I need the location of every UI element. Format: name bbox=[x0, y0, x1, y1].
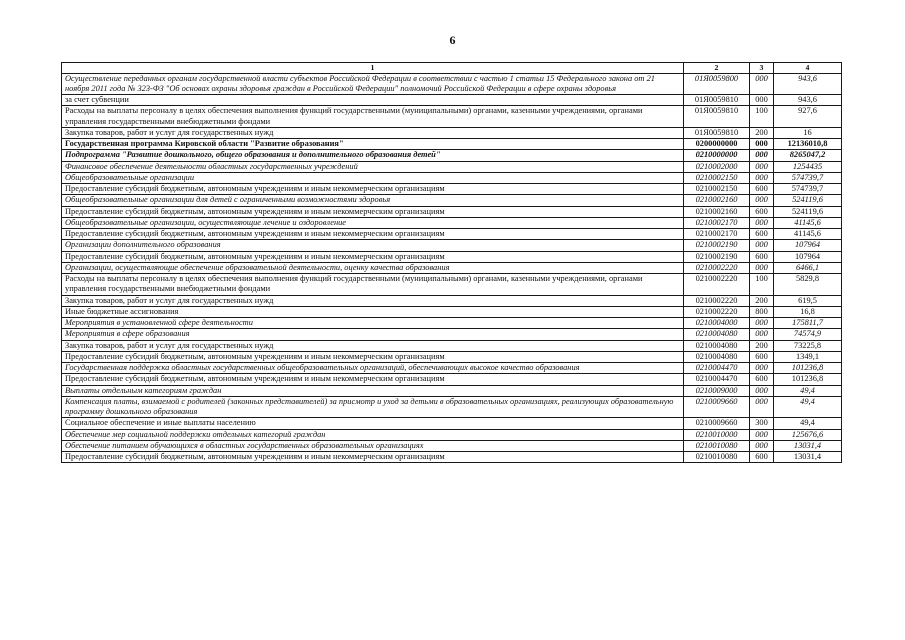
row-type: 600 bbox=[750, 374, 774, 385]
row-type: 000 bbox=[750, 363, 774, 374]
table-row bbox=[62, 172, 842, 183]
row-name: Общеобразовательные организации для детей с ограниченными возможностями здоровья bbox=[62, 195, 684, 206]
row-code: 01Я0059810 bbox=[684, 106, 750, 128]
row-type: 000 bbox=[750, 318, 774, 329]
row-name: Компенсация платы, взимаемой с родителей (законных представителей) за присмотр и уход за детьми в образовательных организациях, реализующих образовательную программу дошкольного образования bbox=[62, 396, 684, 418]
table-row bbox=[62, 385, 842, 396]
row-amount: 16,8 bbox=[774, 306, 842, 317]
table-row bbox=[62, 374, 842, 385]
table-row bbox=[62, 184, 842, 195]
table-row bbox=[62, 295, 842, 306]
row-name: Обеспечение мер социальной поддержки отдельных категорий граждан bbox=[62, 429, 684, 440]
row-amount: 49,4 bbox=[774, 418, 842, 429]
row-code: 0210000000 bbox=[684, 150, 750, 161]
row-name: Осуществление переданных органам государственной власти субъектов Российской Федерации в соответствии с частью 1 статьи 15 Федерального закона от 21 ноября 2011 года № 323-ФЗ "Об основах охраны здоровья граждан в Российской Федерации" полномочий Российской Федерации в сфере охраны здоровья bbox=[62, 73, 684, 95]
row-name: Расходы на выплаты персоналу в целях обеспечения выполнения функций государственными (муниципальными) органами, казенными учреждениями, органами управления государственными внебюджетными фондами bbox=[62, 274, 684, 296]
row-code: 0210002170 bbox=[684, 217, 750, 228]
row-code: 0210004470 bbox=[684, 363, 750, 374]
row-code: 0210004470 bbox=[684, 374, 750, 385]
column-header-name: 1 bbox=[62, 63, 684, 74]
table-row bbox=[62, 440, 842, 451]
table-row bbox=[62, 262, 842, 273]
row-type: 000 bbox=[750, 440, 774, 451]
table-row bbox=[62, 73, 842, 95]
row-amount: 73225,8 bbox=[774, 340, 842, 351]
row-type: 000 bbox=[750, 150, 774, 161]
row-amount: 619,5 bbox=[774, 295, 842, 306]
row-code: 0210004080 bbox=[684, 329, 750, 340]
row-amount: 6466,1 bbox=[774, 262, 842, 273]
row-amount: 5829,8 bbox=[774, 274, 842, 296]
row-code: 0210002220 bbox=[684, 295, 750, 306]
row-type: 100 bbox=[750, 106, 774, 128]
row-type: 000 bbox=[750, 195, 774, 206]
row-type: 600 bbox=[750, 206, 774, 217]
table-row bbox=[62, 318, 842, 329]
row-code: 0210004080 bbox=[684, 340, 750, 351]
table-row bbox=[62, 217, 842, 228]
column-header-amount: 4 bbox=[774, 63, 842, 74]
table-row bbox=[62, 351, 842, 362]
page-number: 6 bbox=[449, 33, 456, 47]
table-row bbox=[62, 418, 842, 429]
row-amount: 524119,6 bbox=[774, 206, 842, 217]
row-code: 01Я0059800 bbox=[684, 73, 750, 95]
row-type: 000 bbox=[750, 217, 774, 228]
table-row bbox=[62, 229, 842, 240]
row-type: 200 bbox=[750, 295, 774, 306]
row-name: Расходы на выплаты персоналу в целях обеспечения выполнения функций государственными (муниципальными) органами, казенными учреждениями, органами управления государственными внебюджетными фондами bbox=[62, 106, 684, 128]
table-row bbox=[62, 251, 842, 262]
row-type: 000 bbox=[750, 139, 774, 150]
table-row bbox=[62, 452, 842, 463]
row-type: 000 bbox=[750, 329, 774, 340]
row-code: 0210002220 bbox=[684, 306, 750, 317]
row-code: 0200000000 bbox=[684, 139, 750, 150]
table-row bbox=[62, 195, 842, 206]
row-name: Закупка товаров, работ и услуг для государственных нужд bbox=[62, 340, 684, 351]
row-amount: 101236,8 bbox=[774, 363, 842, 374]
row-code: 0210009660 bbox=[684, 418, 750, 429]
row-name: Предоставление субсидий бюджетным, автономным учреждениям и иным некоммерческим организациям bbox=[62, 251, 684, 262]
row-type: 300 bbox=[750, 418, 774, 429]
row-type: 000 bbox=[750, 396, 774, 418]
row-amount: 13031,4 bbox=[774, 452, 842, 463]
column-header-type: 3 bbox=[750, 63, 774, 74]
row-type: 000 bbox=[750, 240, 774, 251]
row-type: 600 bbox=[750, 351, 774, 362]
row-type: 100 bbox=[750, 274, 774, 296]
row-name: Подпрограмма "Развитие дошкольного, общего образования и дополнительного образования детей" bbox=[62, 150, 684, 161]
row-name: Предоставление субсидий бюджетным, автономным учреждениям и иным некоммерческим организациям bbox=[62, 452, 684, 463]
column-header-code: 2 bbox=[684, 63, 750, 74]
table-row bbox=[62, 396, 842, 418]
table-row bbox=[62, 340, 842, 351]
row-amount: 524119,6 bbox=[774, 195, 842, 206]
row-name: Предоставление субсидий бюджетным, автономным учреждениям и иным некоммерческим организациям bbox=[62, 229, 684, 240]
row-amount: 574739,7 bbox=[774, 172, 842, 183]
table-row bbox=[62, 329, 842, 340]
row-type: 000 bbox=[750, 73, 774, 95]
row-name: Организации, осуществляющие обеспечение образовательной деятельности, оценку качества образования bbox=[62, 262, 684, 273]
row-amount: 125676,6 bbox=[774, 429, 842, 440]
row-name: Мероприятия в сфере образования bbox=[62, 329, 684, 340]
row-name: Общеобразовательные организации bbox=[62, 172, 684, 183]
row-amount: 16 bbox=[774, 127, 842, 138]
row-name: Обеспечение питанием обучающихся в областных государственных образовательных организациях bbox=[62, 440, 684, 451]
row-name: Предоставление субсидий бюджетным, автономным учреждениям и иным некоммерческим организациям bbox=[62, 184, 684, 195]
row-code: 0210010080 bbox=[684, 440, 750, 451]
row-type: 000 bbox=[750, 172, 774, 183]
row-code: 0210002150 bbox=[684, 184, 750, 195]
row-code: 0210004080 bbox=[684, 351, 750, 362]
row-code: 0210002000 bbox=[684, 161, 750, 172]
table-row bbox=[62, 161, 842, 172]
table-row bbox=[62, 306, 842, 317]
row-type: 600 bbox=[750, 251, 774, 262]
table-row bbox=[62, 150, 842, 161]
row-amount: 74574,9 bbox=[774, 329, 842, 340]
row-code: 0210009000 bbox=[684, 385, 750, 396]
row-amount: 13031,4 bbox=[774, 440, 842, 451]
row-name: Закупка товаров, работ и услуг для государственных нужд bbox=[62, 127, 684, 138]
row-name: Государственная поддержка областных государственных общеобразовательных организаций, обеспечивающих высокое качество образования bbox=[62, 363, 684, 374]
row-code: 0210002150 bbox=[684, 172, 750, 183]
row-type: 000 bbox=[750, 262, 774, 273]
row-code: 0210004000 bbox=[684, 318, 750, 329]
table-row bbox=[62, 429, 842, 440]
row-name: Выплаты отдельным категориям граждан bbox=[62, 385, 684, 396]
row-name: за счет субвенции bbox=[62, 95, 684, 106]
row-type: 800 bbox=[750, 306, 774, 317]
row-amount: 101236,8 bbox=[774, 374, 842, 385]
row-code: 0210010000 bbox=[684, 429, 750, 440]
row-amount: 107964 bbox=[774, 251, 842, 262]
row-type: 200 bbox=[750, 127, 774, 138]
row-code: 0210002160 bbox=[684, 206, 750, 217]
row-type: 200 bbox=[750, 340, 774, 351]
table-row bbox=[62, 127, 842, 138]
row-name: Государственная программа Кировской области "Развитие образования" bbox=[62, 139, 684, 150]
row-type: 000 bbox=[750, 95, 774, 106]
row-code: 0210009660 bbox=[684, 396, 750, 418]
row-amount: 1254435 bbox=[774, 161, 842, 172]
row-amount: 175811,7 bbox=[774, 318, 842, 329]
table-row bbox=[62, 95, 842, 106]
row-type: 600 bbox=[750, 184, 774, 195]
row-amount: 49,4 bbox=[774, 396, 842, 418]
row-code: 0210002170 bbox=[684, 229, 750, 240]
row-code: 0210002160 bbox=[684, 195, 750, 206]
row-code: 01Я0059810 bbox=[684, 127, 750, 138]
row-name: Общеобразовательные организации, осуществляющие лечение и оздоровление bbox=[62, 217, 684, 228]
row-type: 600 bbox=[750, 452, 774, 463]
row-code: 0210002190 bbox=[684, 240, 750, 251]
row-code: 0210002220 bbox=[684, 274, 750, 296]
row-name: Предоставление субсидий бюджетным, автономным учреждениям и иным некоммерческим организациям bbox=[62, 374, 684, 385]
table-header-row bbox=[62, 63, 842, 74]
row-name: Закупка товаров, работ и услуг для государственных нужд bbox=[62, 295, 684, 306]
row-name: Социальное обеспечение и иные выплаты населению bbox=[62, 418, 684, 429]
row-amount: 12136010,8 bbox=[774, 139, 842, 150]
row-type: 600 bbox=[750, 229, 774, 240]
row-code: 0210010080 bbox=[684, 452, 750, 463]
row-type: 000 bbox=[750, 161, 774, 172]
table-row bbox=[62, 206, 842, 217]
table-row bbox=[62, 240, 842, 251]
table-row bbox=[62, 139, 842, 150]
row-code: 0210002190 bbox=[684, 251, 750, 262]
budget-table bbox=[61, 62, 842, 463]
table-row bbox=[62, 106, 842, 128]
row-amount: 8265047,2 bbox=[774, 150, 842, 161]
row-amount: 1349,1 bbox=[774, 351, 842, 362]
row-name: Предоставление субсидий бюджетным, автономным учреждениям и иным некоммерческим организациям bbox=[62, 351, 684, 362]
row-name: Предоставление субсидий бюджетным, автономным учреждениям и иным некоммерческим организациям bbox=[62, 206, 684, 217]
table-row bbox=[62, 274, 842, 296]
table-row bbox=[62, 363, 842, 374]
row-amount: 943,6 bbox=[774, 73, 842, 95]
row-amount: 41145,6 bbox=[774, 229, 842, 240]
row-name: Организации дополнительного образования bbox=[62, 240, 684, 251]
row-amount: 49,4 bbox=[774, 385, 842, 396]
row-amount: 943,6 bbox=[774, 95, 842, 106]
row-amount: 927,6 bbox=[774, 106, 842, 128]
row-code: 01Я0059810 bbox=[684, 95, 750, 106]
row-amount: 41145,6 bbox=[774, 217, 842, 228]
row-amount: 107964 bbox=[774, 240, 842, 251]
row-name: Иные бюджетные ассигнования bbox=[62, 306, 684, 317]
row-amount: 574739,7 bbox=[774, 184, 842, 195]
row-type: 000 bbox=[750, 385, 774, 396]
row-type: 000 bbox=[750, 429, 774, 440]
row-code: 0210002220 bbox=[684, 262, 750, 273]
row-name: Финансовое обеспечение деятельности областных государственных учреждений bbox=[62, 161, 684, 172]
row-name: Мероприятия в установленной сфере деятельности bbox=[62, 318, 684, 329]
